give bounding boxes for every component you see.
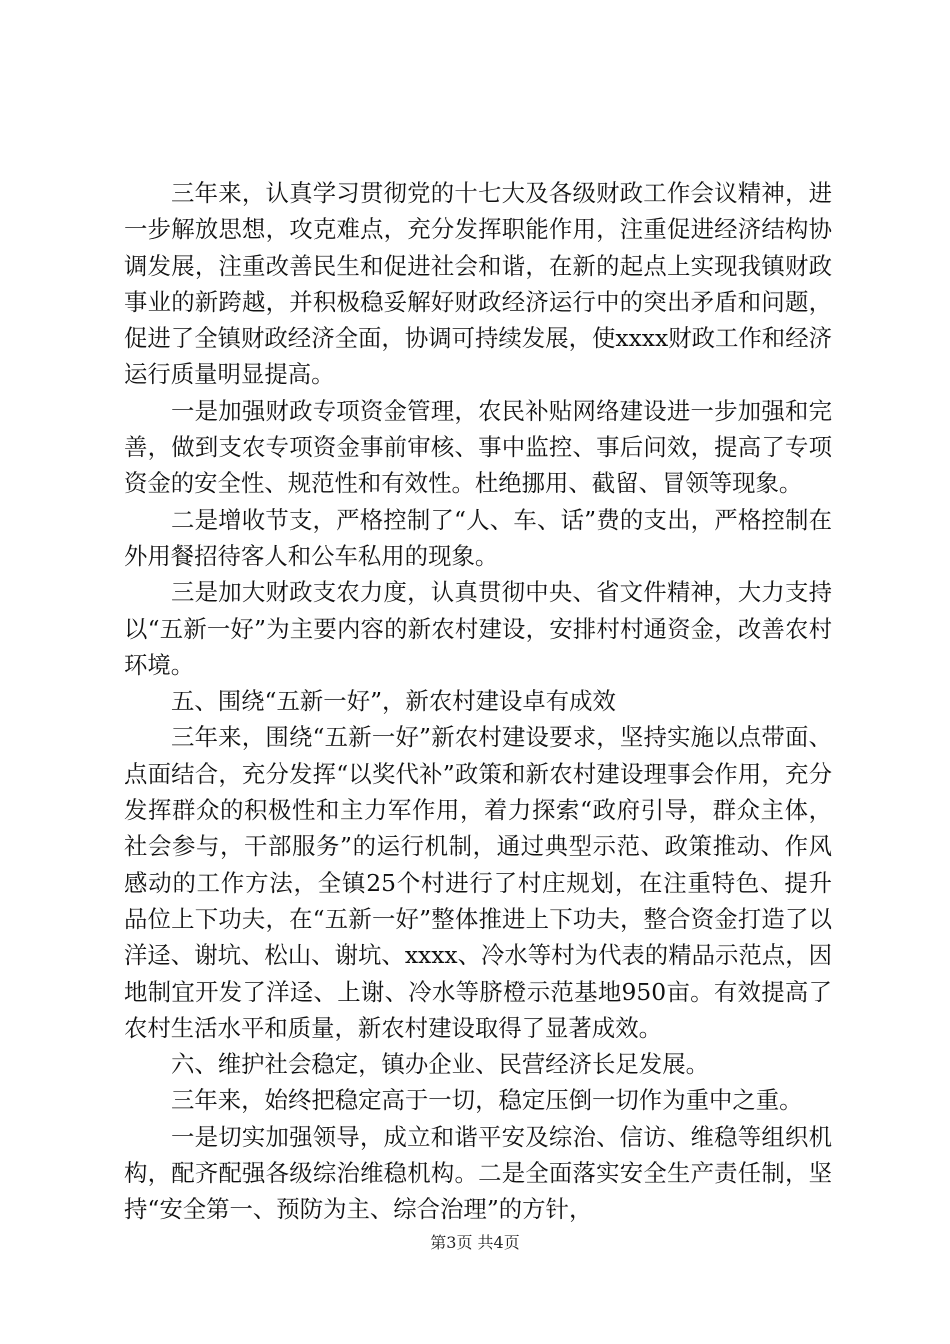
paragraph-3: 二是增收节支，严格控制了“人、车、话”费的支出，严格控制在外用餐招待客人和公车私用的现象。 (124, 505, 832, 570)
paragraph-4: 三是加大财政支农力度，认真贯彻中央、省文件精神，大力支持以“五新一好”为主要内容的新农村建设，安排村村通资金，改善农村环境。 (124, 578, 832, 679)
paragraph-2: 一是加强财政专项资金管理，农民补贴网络建设进一步加强和完善，做到支农专项资金事前审核、事中监控、事后问效，提高了专项资金的安全性、规范性和有效性。杜绝挪用、截留、冒领等现象。 (124, 396, 832, 498)
paragraph-8: 三年来，始终把稳定高于一切，稳定压倒一切作为重中之重。 (171, 1086, 803, 1115)
page-footer: 第3页 共4页 (430, 1233, 520, 1252)
section-heading-6: 六、维护社会稳定，镇办企业、民营经济长足发展。 (171, 1050, 709, 1079)
paragraph-1: 三年来，认真学习贯彻党的十七大及各级财政工作会议精神，进一步解放思想，攻克难点，充分发挥职能作用，注重促进经济结构协调发展，注重改善民生和促进社会和谐，在新的起点上实现我镇财政事业的新跨越，并积极稳妥解好财政经济运行中的突出矛盾和问题，促进了全镇财政经济全面，协调可持续发展，使xxxx财政工作和经济运行质量明显提高。 (124, 179, 832, 389)
section-heading-5: 五、围绕“五新一好”，新农村建设卓有成效 (171, 687, 616, 716)
document-body (124, 175, 832, 1228)
paragraph-9: 一是切实加强领导，成立和谐平安及综治、信访、维稳等组织机构，配齐配强各级综治维稳机构。二是全面落实安全生产责任制，坚持“安全第一、预防为主、综合治理”的方针， (124, 1122, 832, 1224)
paragraph-6: 三年来，围绕“五新一好”新农村建设要求，坚持实施以点带面、点面结合，充分发挥“以奖代补”政策和新农村建设理事会作用，充分发挥群众的积极性和主力军作用，着力探索“政府引导，群众主体，社会参与，干部服务”的运行机制，通过典型示范、政策推动、作风感动的工作方法，全镇25个村进行了村庄规划，在注重特色、提升品位上下功夫，在“五新一好”整体推进上下功夫，整合资金打造了以洋迳、谢坑、松山、谢坑、xxxx、冷水等村为代表的精品示范点，因地制宜开发了洋迳、上谢、冷水等脐橙示范基地950亩。有效提高了农村生活水平和质量，新农村建设取得了显著成效。 (124, 723, 832, 1042)
